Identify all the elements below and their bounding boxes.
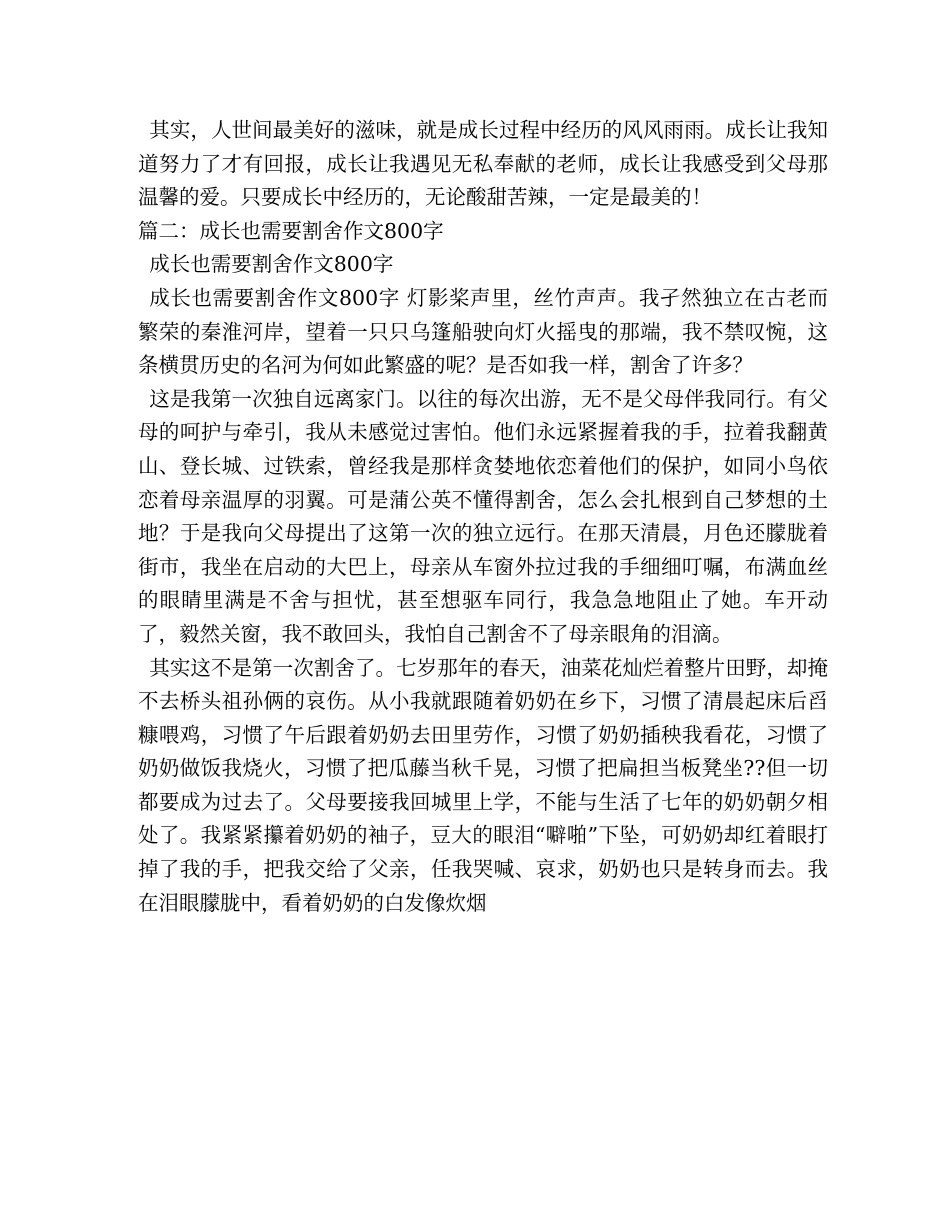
paragraph-conclusion: 其实，人世间最美好的滋味，就是成长过程中经历的风风雨雨。成长让我知道努力了才有回报，成长让我遇见无私奉献的老师，成长让我感受到父母那温馨的爱。只要成长中经历的，无论酸甜苦辣，一定是最美的！ (138, 118, 828, 210)
paragraph-grandmother: 其实这不是第一次割舍了。七岁那年的春天，油菜花灿烂着整片田野，却掩不去桥头祖孙俩的哀伤。从小我就跟随着奶奶在乡下，习惯了清晨起床后舀糠喂鸡，习惯了午后跟着奶奶去田里劳作，习惯了奶奶插秧我看花，习惯了奶奶做饭我烧火，习惯了把瓜藤当秋千晃，习惯了把扁担当板凳坐??但一切都要成为过去了。父母要接我回城里上学，不能与生活了七年的奶奶朝夕相处了。我紧紧攥着奶奶的袖子，豆大的眼泪“噼啪”下坠，可奶奶却红着眼打掉了我的手，把我交给了父亲，任我哭喊、哀求，奶奶也只是转身而去。我在泪眼朦胧中，看着奶奶的白发像炊烟 (138, 655, 828, 915)
paragraph-opening: 成长也需要割舍作文800字 灯影桨声里，丝竹声声。我孑然独立在古老而繁荣的秦淮河岸，望着一只只乌篷船驶向灯火摇曳的那端，我不禁叹惋，这条横贯历史的名河为何如此繁盛的呢？是否如我一样，割舍了许多？ (138, 285, 828, 378)
article-heading: 篇二：成长也需要割舍作文800字 (138, 218, 444, 243)
article-title: 成长也需要割舍作文800字 (149, 252, 394, 277)
paragraph-first-trip: 这是我第一次独自远离家门。以往的每次出游，无不是父母伴我同行。有父母的呵护与牵引，我从未感觉过害怕。他们永远紧握着我的手，拉着我翻黄山、登长城、过铁索，曾经我是那样贪婪地依恋着他们的保护，如同小鸟依恋着母亲温厚的羽翼。可是蒲公英不懂得割舍，怎么会扎根到自己梦想的土地？于是我向父母提出了这第一次的独立远行。在那天清晨，月色还朦胧着街市，我坐在启动的大巴上，母亲从车窗外拉过我的手细细叮嘱，布满血丝的眼睛里满是不舍与担忧，甚至想驱车同行，我急急地阻止了她。车开动了，毅然关窗，我不敢回头，我怕自己割舍不了母亲眼角的泪滴。 (138, 386, 828, 646)
document-page (138, 114, 828, 920)
